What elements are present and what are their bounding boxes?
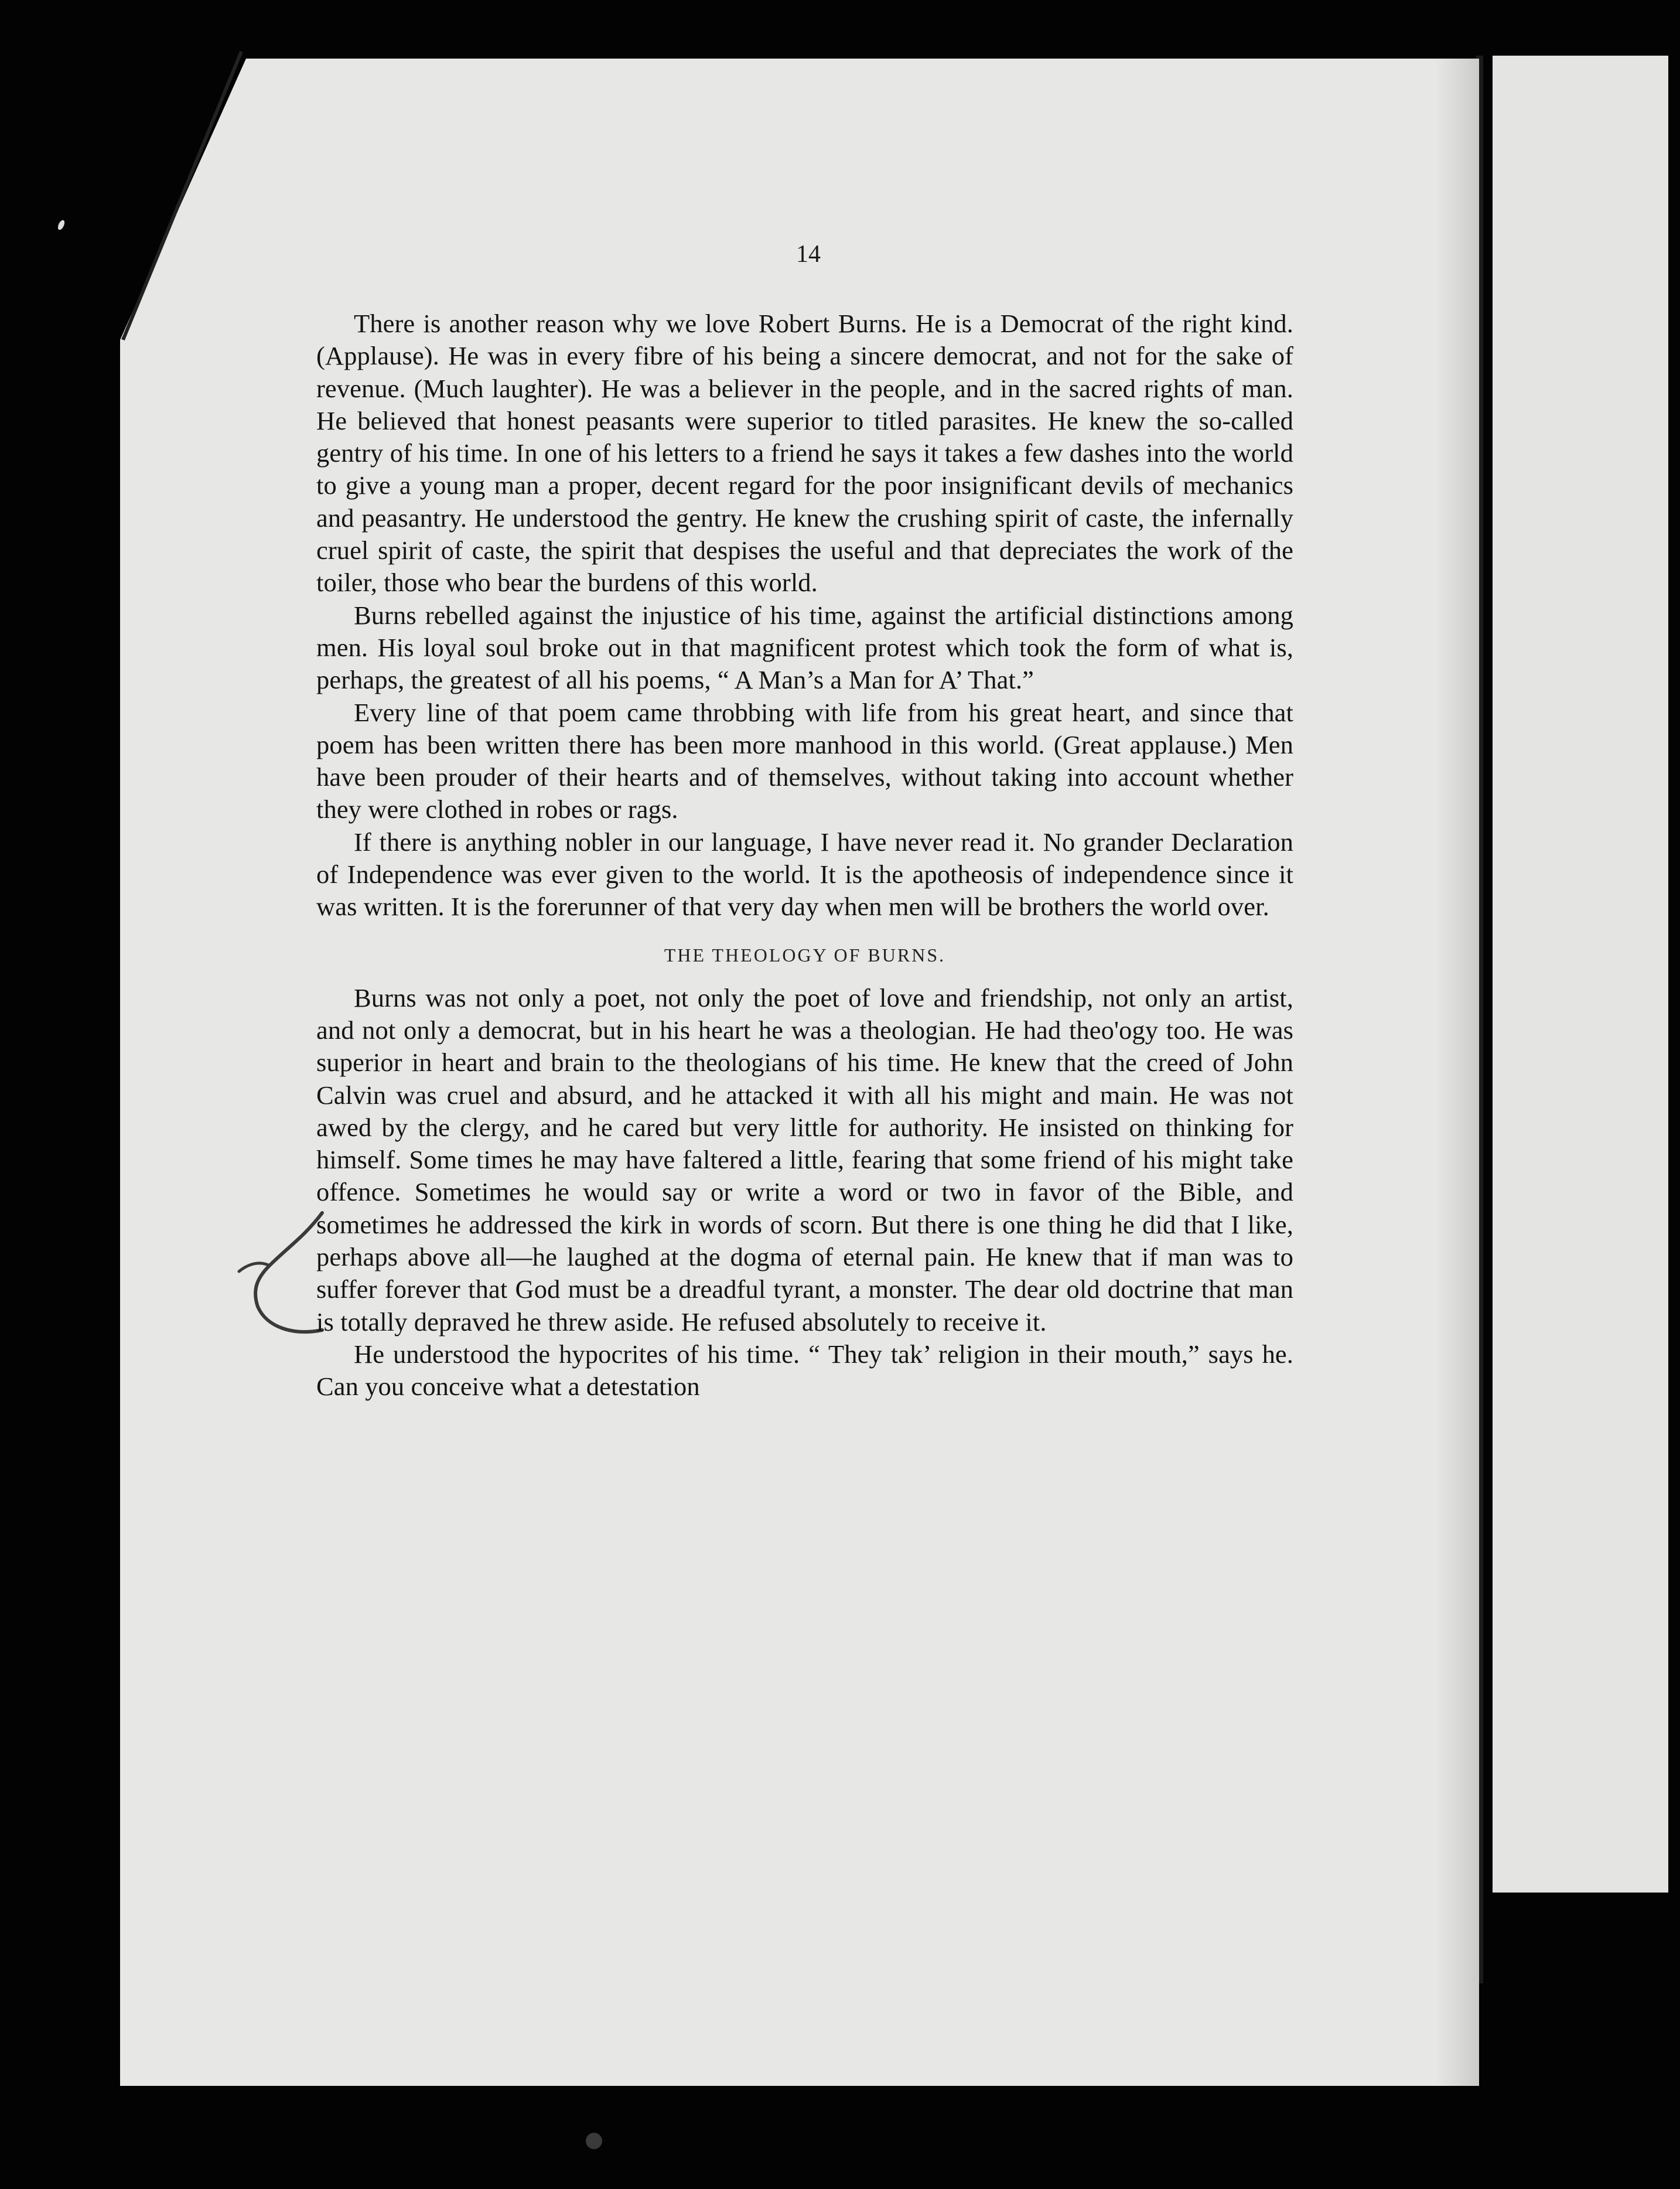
dust-speck bbox=[57, 219, 66, 231]
paragraph: There is another reason why we love Robert Burns. He is a Democrat of the right kind. (Applause). He was in every fibre of his being a sincere democrat, and not for the sake of revenue. (Much laughter). He was a believer in the people, and in the sacred rights of man. He believed that honest peasants were superior to titled parasites. He knew the so-called gentry of his time. In one of his letters to a friend he says it takes a few dashes into the world to give a young man a proper, decent regard for the poor insignificant devils of mechanics and peasantry. He understood the gentry. He knew the crushing spirit of caste, the infernally cruel spirit of caste, the spirit that despises the useful and that depreciates the work of the toiler, those who bear the burdens of this world. bbox=[316, 309, 1293, 598]
paragraph: Every line of that poem came throbbing with life from his great heart, and since that poem has been written there has been more manhood in this world. (Great applause.) Men have been prouder of their hearts and of themselves, without taking into account whether they were clothed in robes or rags. bbox=[316, 697, 1293, 824]
body-text bbox=[316, 308, 1293, 1403]
page-number: 14 bbox=[796, 241, 821, 268]
page-shadow bbox=[1435, 59, 1479, 2086]
adjacent-page-edge bbox=[1493, 56, 1668, 1893]
dust-speck bbox=[586, 2133, 602, 2149]
corner-fold-line bbox=[105, 35, 258, 363]
section-heading: THE THEOLOGY OF BURNS. bbox=[664, 944, 946, 966]
paragraph: Burns rebelled against the injustice of his time, against the artificial distinctions among men. His loyal soul broke out in that magnificent protest which took the form of what is, perhaps, the greatest of all his poems, “ A Man’s a Man for A’ That.” bbox=[316, 600, 1293, 695]
paragraph: Burns was not only a poet, not only the poet of love and friendship, not only an artist, and not only a democrat, but in his heart he was a theologian. He had theo'ogy too. He was superior in heart and brain to the theologians of his time. He knew that the creed of John Calvin was cruel and absurd, and he attacked it with all his might and main. He was not awed by the clergy, and he cared but very little for authority. He insisted on thinking for himself. Some times he may have faltered a little, fearing that some friend of his might take offence. Sometimes he would say or write a word or two in favor of the Bible, and sometimes he addressed the kirk in words of scorn. But there is one thing he did that I like, perhaps above all—he laughed at the dogma of eternal pain. He knew that if man was to suffer forever that God must be a dreadful tyrant, a monster. The dear old doctrine that man is totally depraved he threw aside. He refused absolutely to receive it. bbox=[316, 983, 1293, 1336]
paragraph: He understood the hypocrites of his time. “ They tak’ religion in their mouth,” says he. Can you conceive what a detestation bbox=[316, 1339, 1293, 1402]
paragraph: If there is anything nobler in our language, I have never read it. No grander Declaration of Independence was ever given to the world. It is the apotheosis of independence since it was written. It is the forerunner of that very day when men will be brothers the world over. bbox=[316, 827, 1293, 922]
